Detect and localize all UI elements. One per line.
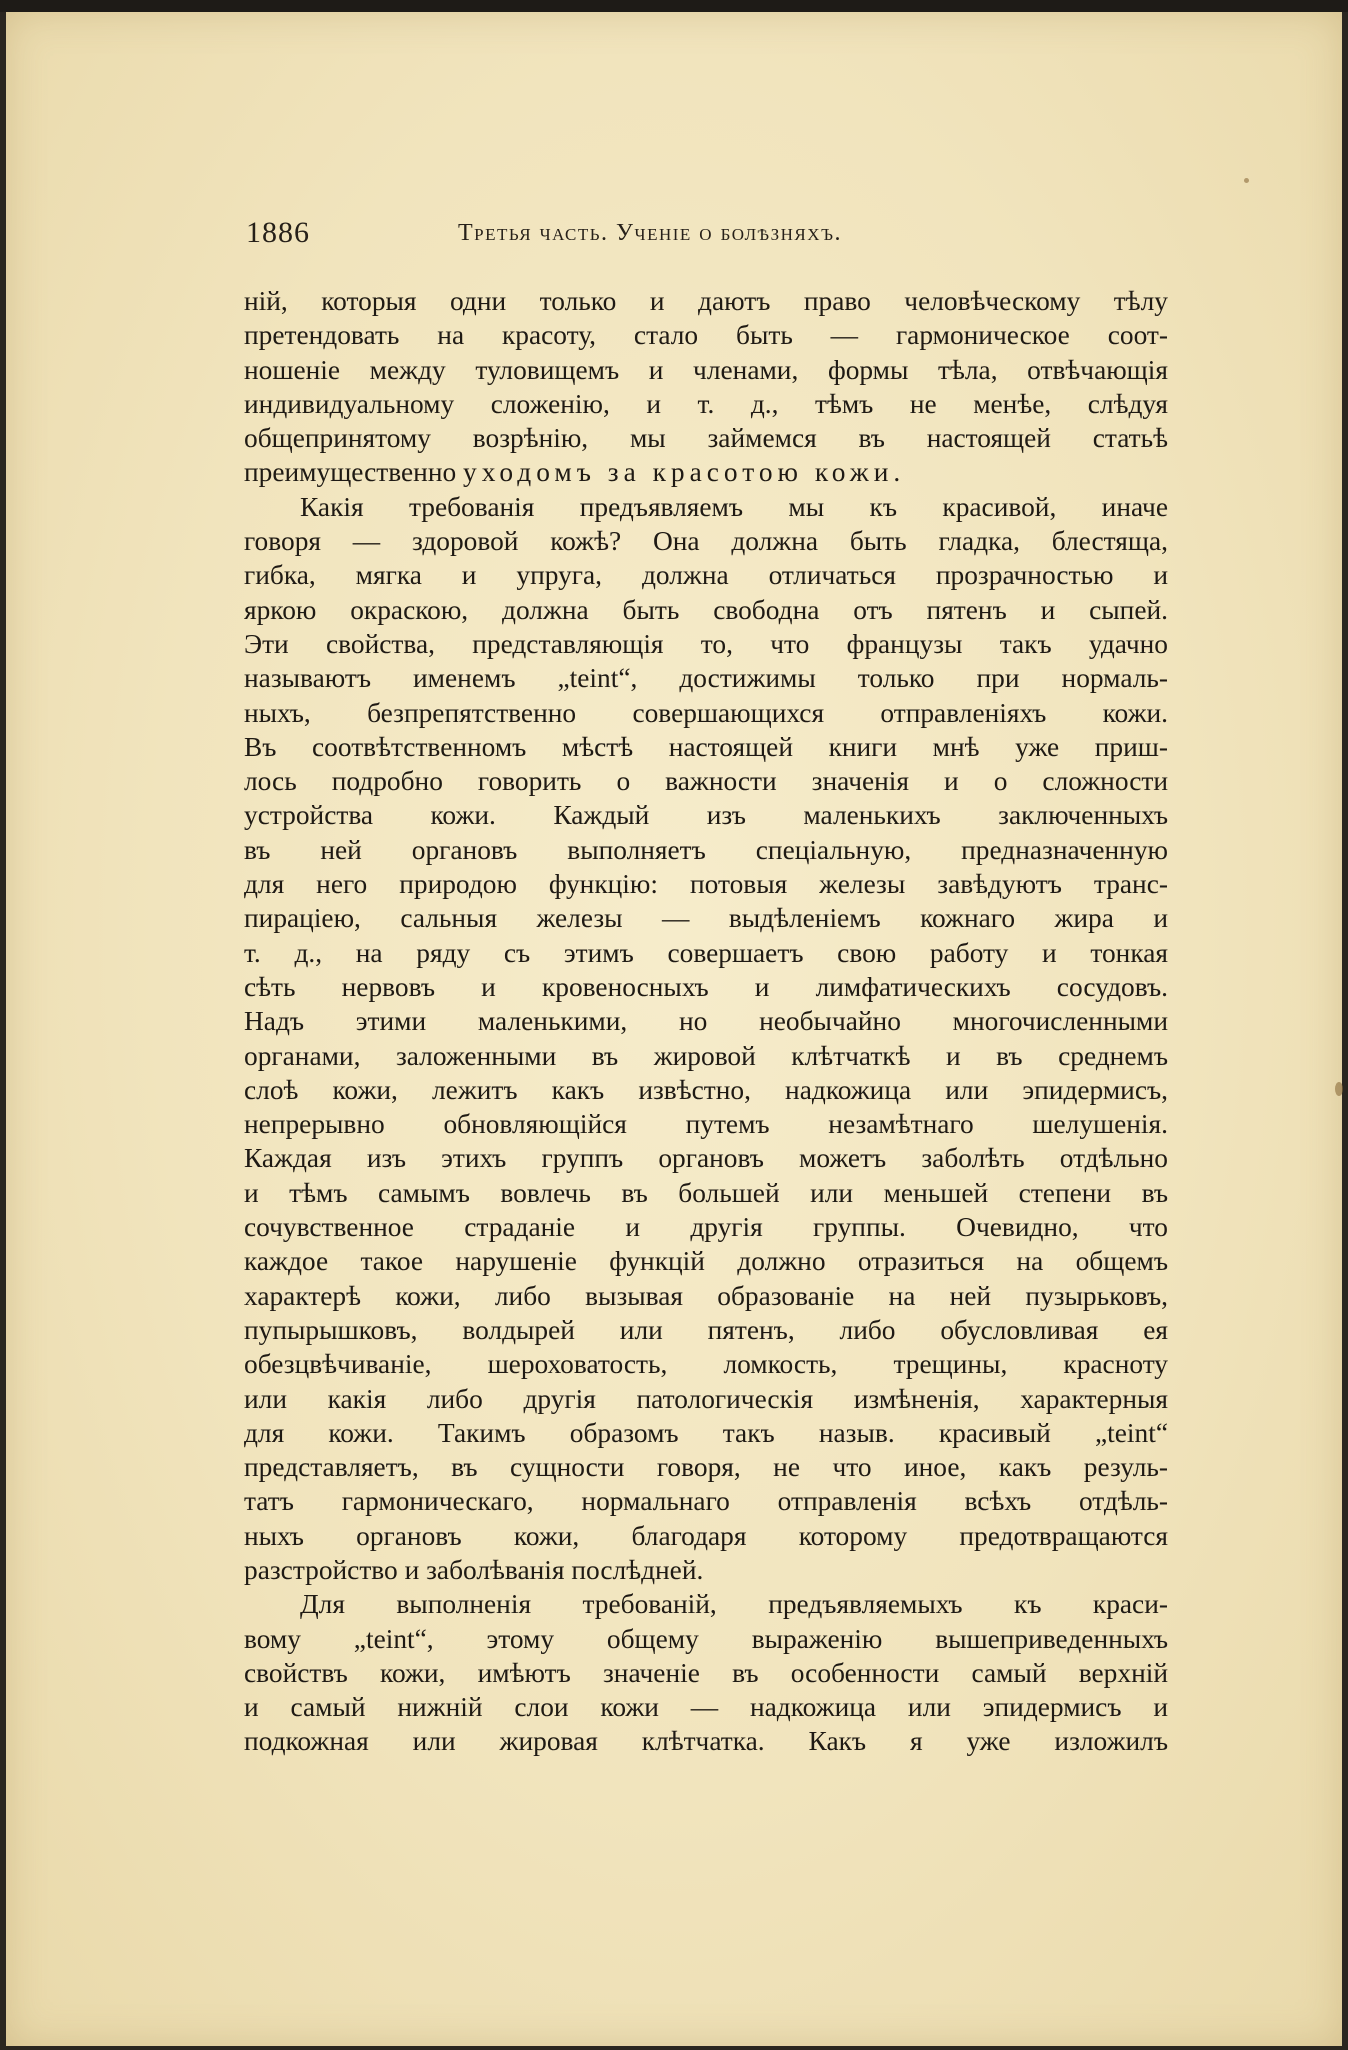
text-line: Надъ этими маленькими, но необычайно многочисленными	[244, 1006, 1168, 1037]
text-line: называютъ именемъ „teint“, достижимы только при нормаль-	[244, 663, 1168, 694]
text-line: Эти свойства, представляющія то, что французы такъ удачно	[244, 628, 1168, 659]
text-line: въ ней органовъ выполняетъ спеціальную, предназначенную	[244, 834, 1168, 865]
text-line: каждое такое нарушеніе функцій должно отразиться на общемъ	[244, 1246, 1168, 1277]
text-line: вому „teint“, этому общему выраженію вышеприведенныхъ	[244, 1623, 1168, 1654]
emphasized-text: уходомъ за красотою кожи.	[463, 457, 906, 488]
text-line: говоря — здоровой кожѣ? Она должна быть гладка, блестяща,	[244, 526, 1168, 557]
paper-speck	[1335, 1082, 1343, 1096]
page-number: 1886	[246, 216, 310, 249]
text-line: яркою окраскою, должна быть свободна отъ пятенъ и сыпей.	[244, 594, 1168, 625]
running-head: Третья часть. Ученіе о болѣзняхъ.	[458, 220, 842, 246]
text-line: для кожи. Такимъ образомъ такъ назыв. красивый „teint“	[244, 1417, 1168, 1448]
text-line: разстройство и заболѣванія послѣдней.	[244, 1554, 704, 1585]
body-text	[244, 284, 1168, 1759]
paper-speck	[1244, 178, 1249, 183]
text-line	[244, 455, 1168, 489]
page-header	[246, 216, 1136, 256]
text-line: лось подробно говорить о важности значенія и о сложности	[244, 766, 1168, 797]
page-top-edge	[0, 0, 1348, 12]
text-line: т. д., на ряду съ этимъ совершаетъ свою работу и тонкая	[244, 937, 1168, 968]
text-line: или какія либо другія патологическія измѣненія, характерныя	[244, 1383, 1168, 1414]
text-line: обезцвѣчиваніе, шероховатость, ломкость, трещины, красноту	[244, 1349, 1168, 1380]
text-span: преимущественно	[244, 457, 464, 488]
text-line: и тѣмъ самымъ вовлечь въ большей или меньшей степени въ	[244, 1177, 1168, 1208]
text-line: слоѣ кожи, лежитъ какъ извѣстно, надкожица или эпидермисъ,	[244, 1074, 1168, 1105]
text-line: индивидуальному сложенію, и т. д., тѣмъ не менѣе, слѣдуя	[244, 388, 1168, 419]
text-line: гибка, мягка и упруга, должна отличаться прозрачностью и	[244, 560, 1168, 591]
text-line: сочувственное страданіе и другія группы. Очевидно, что	[244, 1212, 1168, 1243]
text-line: ній, которыя одни только и даютъ право человѣческому тѣлу	[244, 286, 1168, 316]
text-line: пупырышковъ, волдырей или пятенъ, либо обусловливая ея	[244, 1314, 1168, 1345]
text-line: сѣть нервовъ и кровеносныхъ и лимфатическихъ сосудовъ.	[244, 971, 1168, 1002]
text-line: непрерывно обновляющійся путемъ незамѣтнаго шелушенія.	[244, 1109, 1168, 1140]
text-line: свойствъ кожи, имѣютъ значеніе въ особенности самый верхній	[244, 1657, 1168, 1688]
text-line: и самый нижній слои кожи — надкожица или эпидермисъ и	[244, 1692, 1168, 1723]
text-line: представляетъ, въ сущности говоря, не что иное, какъ резуль-	[244, 1452, 1168, 1483]
text-line: для него природою функцію: потовыя железы завѣдуютъ транс-	[244, 869, 1168, 900]
text-line: татъ гармоническаго, нормальнаго отправленія всѣхъ отдѣль-	[244, 1486, 1168, 1517]
text-line: Въ соотвѣтственномъ мѣстѣ настоящей книги мнѣ уже приш-	[244, 731, 1168, 762]
text-line: ныхъ, безпрепятственно совершающихся отправленіяхъ кожи.	[244, 697, 1168, 728]
text-line: характерѣ кожи, либо вызывая образованіе на ней пузырьковъ,	[244, 1280, 1168, 1311]
text-line: пираціею, сальныя железы — выдѣленіемъ кожнаго жира и	[244, 903, 1168, 934]
text-line: ношеніе между туловищемъ и членами, формы тѣла, отвѣчающія	[244, 354, 1168, 385]
text-line: устройства кожи. Каждый изъ маленькихъ заключенныхъ	[244, 800, 1168, 831]
paragraph-first-line: Для выполненія требованій, предъявляемыхъ къ краси-	[300, 1589, 1168, 1620]
text-line: претендовать на красоту, стало быть — гармоническое соот-	[244, 320, 1168, 351]
text-line: органами, заложенными въ жировой клѣтчаткѣ и въ среднемъ	[244, 1040, 1168, 1071]
paragraph-first-line: Какія требованія предъявляемъ мы къ красивой, иначе	[300, 491, 1168, 522]
text-line: Каждая изъ этихъ группъ органовъ можетъ заболѣть отдѣльно	[244, 1143, 1168, 1174]
text-line: общепринятому возрѣнію, мы займемся въ настоящей статьѣ	[244, 423, 1168, 454]
text-line: подкожная или жировая клѣтчатка. Какъ я уже изложилъ	[244, 1726, 1168, 1757]
text-line: ныхъ органовъ кожи, благодаря которому предотвращаются	[244, 1520, 1168, 1551]
